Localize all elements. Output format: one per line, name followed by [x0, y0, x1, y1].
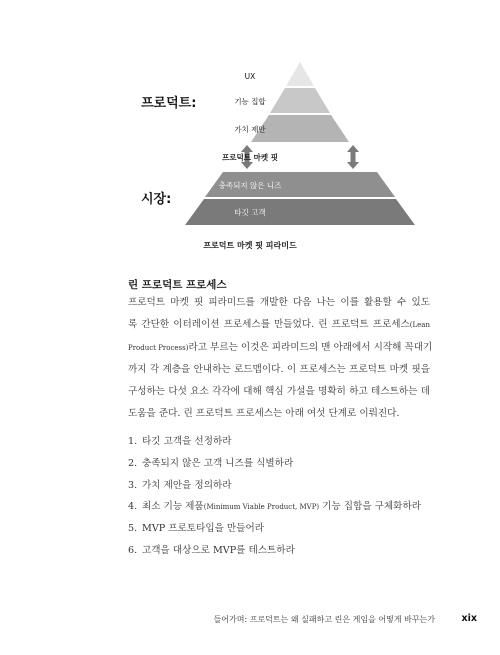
right-double-arrow: [347, 145, 359, 169]
step-number: 4.: [128, 501, 138, 513]
list-item: [128, 477, 448, 499]
step-text: 가치 제안을 정의하라: [142, 479, 232, 491]
product-label: 프로덕트:: [141, 96, 197, 111]
tier-target-label: 타깃 고객: [234, 208, 266, 217]
tier-feature-set-label: 기능 집합: [234, 97, 266, 106]
step-text: 타깃 고객을 선정하라: [142, 436, 232, 447]
step-text: 충족되지 않은 고객 니즈를 식별하라: [142, 457, 294, 469]
step-text: 최소 기능 제품: [142, 501, 204, 513]
paragraph-text: 록 간단한 이터레이션 프로세스를 만들었다. 린 프로덕트 프로세스: [128, 319, 410, 331]
body-paragraph: [128, 292, 433, 426]
paragraph-line: 구성하는 다섯 요소 각각에 대해 핵심 가설을 명확히 하고 테스트하는 데: [128, 386, 430, 398]
paragraph-line: 까지 각 계층을 안내하는 로드맵이다. 이 프로세스는 프로덕트 마켓 핏을: [128, 363, 430, 375]
process-steps-list: [128, 433, 448, 564]
pyramid-figure: [0, 0, 500, 270]
paragraph-latin: (Lean: [409, 321, 430, 330]
paragraph-line: 도움을 준다. 린 프로덕트 프로세스는 아래 여섯 단계로 이뤄진다.: [128, 408, 400, 420]
tier-needs-label: 충족되지 않은 니즈: [218, 181, 282, 190]
step-number: 1.: [128, 436, 138, 447]
list-item: [128, 498, 448, 520]
list-item: [128, 433, 448, 455]
list-item: [128, 542, 448, 564]
running-footer-title: 들어가며: 프로덕트는 왜 실패하고 린은 게임을 어떻게 바꾸는가: [213, 615, 435, 624]
paragraph-latin: Product Process): [128, 343, 189, 352]
step-text: 기능 집합을 구체화하라: [319, 501, 421, 513]
paragraph-line: 프로덕트 마켓 핏 피라미드를 개발한 다음 나는 이를 활용할 수 있도: [128, 297, 430, 308]
list-item: [128, 455, 448, 477]
paragraph-line: [128, 337, 433, 359]
tier-value-prop-label: 가치 제안: [234, 125, 266, 134]
step-number: 3.: [128, 479, 138, 491]
page-number: xix: [461, 613, 477, 624]
paragraph-line: [128, 314, 430, 336]
list-item: [128, 520, 448, 542]
paragraph-text: 라고 부르는 이것은 피라미드의 맨 아래에서 시작해 꼭대기: [188, 341, 433, 353]
step-latin: (Minimum Viable Product, MVP): [203, 503, 320, 512]
pyramid-shapes: [0, 0, 500, 270]
section-heading: 린 프로덕트 프로세스: [128, 279, 227, 291]
step-number: 6.: [128, 544, 138, 556]
step-number: 2.: [128, 457, 138, 469]
step-text: 고객을 대상으로 MVP를 테스트하라: [142, 544, 295, 556]
figure-caption: 프로덕트 마켓 핏 피라미드: [203, 241, 297, 250]
tier-ux-label: UX: [244, 72, 256, 81]
step-text: MVP 프로토타입을 만들어라: [142, 523, 264, 535]
market-label: 시장:: [141, 192, 172, 207]
step-number: 5.: [128, 523, 138, 535]
pmf-label: 프로덕트 마켓 핏: [222, 153, 278, 162]
